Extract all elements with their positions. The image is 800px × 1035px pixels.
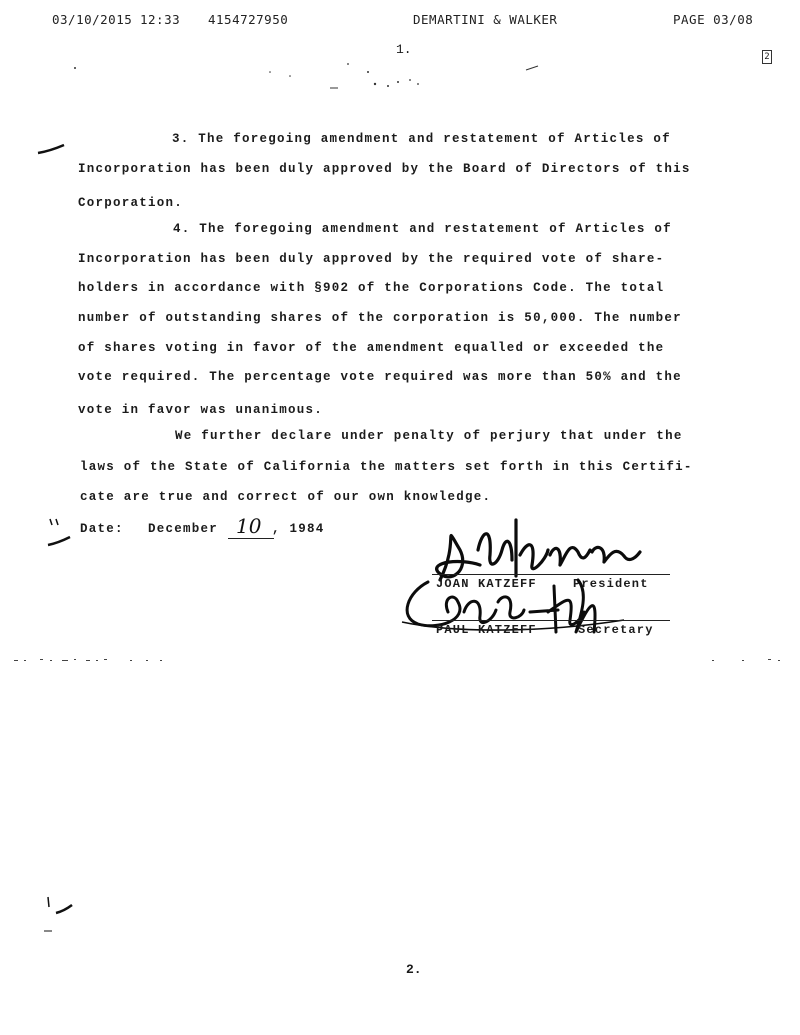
margin-mark-1 <box>36 143 76 163</box>
margin-mark-3 <box>42 895 82 935</box>
para3-line3: Corporation. <box>78 196 184 210</box>
para4-line2: Incorporation has been duly approved by the required vote of share- <box>78 252 665 266</box>
fax-time: 12:33 <box>140 12 181 27</box>
para4-line3: holders in accordance with §902 of the Corporations Code. The total <box>78 281 665 295</box>
para3-line2: Incorporation has been duly approved by the Board of Directors of this <box>78 162 691 176</box>
fax-date: 03/10/2015 <box>52 12 133 27</box>
date-day-handwritten: 10 <box>236 514 262 538</box>
fax-page-count: PAGE 03/08 <box>673 12 754 27</box>
date-day-underline <box>228 538 274 539</box>
para3-line1: 3. The foregoing amendment and restatement of Articles of <box>172 132 671 146</box>
declaration-line2: laws of the State of California the matters set forth in this Certifi- <box>80 460 693 474</box>
secretary-name: PAUL KATZEFF <box>436 623 537 637</box>
margin-mark-2 <box>44 515 84 555</box>
declaration-line1: We further declare under penalty of perjury that under the <box>175 429 683 443</box>
scan-artifact-line <box>0 656 800 666</box>
para4-line1: 4. The foregoing amendment and restatement of Articles of <box>173 222 672 236</box>
date-label: Date: <box>80 522 124 536</box>
fax-phone: 4154727950 <box>208 12 289 27</box>
para4-line4: number of outstanding shares of the corporation is 50,000. The number <box>78 311 682 325</box>
president-name: JOAN KATZEFF <box>436 577 537 591</box>
date-month: December <box>148 522 219 536</box>
para4-line6: vote required. The percentage vote required was more than 50% and the <box>78 370 682 384</box>
footer-page-number: 2. <box>406 962 422 977</box>
president-title: President <box>573 577 649 591</box>
top-page-marker: 1. <box>396 42 412 57</box>
para4-line5: of shares voting in favor of the amendment equalled or exceeded the <box>78 341 665 355</box>
secretary-signature-line <box>432 620 670 621</box>
declaration-line3: cate are true and correct of our own knowledge. <box>80 490 492 504</box>
corner-mark: 2 <box>762 50 772 64</box>
para4-line7: vote in favor was unanimous. <box>78 403 324 417</box>
fax-sender: DEMARTINI & WALKER <box>413 12 558 27</box>
date-year: , 1984 <box>272 522 325 536</box>
secretary-title: Secretary <box>578 623 654 637</box>
fax-header <box>0 12 800 30</box>
